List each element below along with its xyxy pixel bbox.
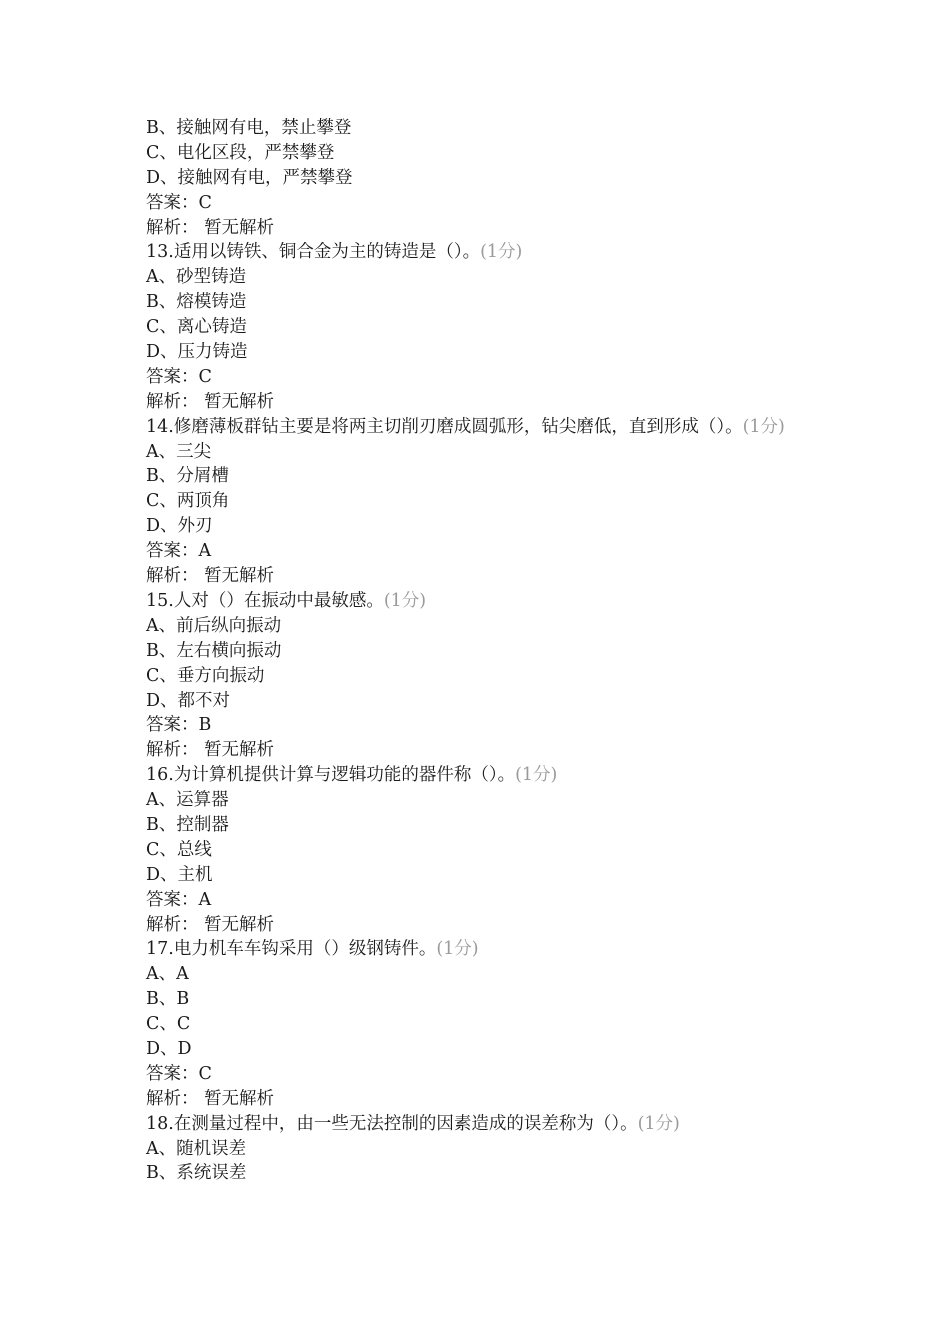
- option-line: [146, 1161, 846, 1186]
- option-text: C、两顶角: [146, 491, 230, 512]
- analysis-text: 解析： 暂无解析: [146, 914, 275, 935]
- option-line: [146, 689, 846, 714]
- answer-text: 答案：A: [146, 541, 212, 562]
- option-line: [146, 614, 846, 639]
- option-text: B、系统误差: [146, 1163, 247, 1184]
- option-text: B、接触网有电，禁止攀登: [146, 118, 352, 138]
- question-text: 18.在测量过程中，由一些无法控制的因素造成的误差称为（）。: [146, 1113, 638, 1134]
- option-text: C、C: [146, 1014, 191, 1035]
- option-text: D、压力铸造: [146, 342, 248, 363]
- analysis-line: [146, 216, 846, 241]
- option-text: B、B: [146, 989, 190, 1010]
- score-label: (1分): [637, 1113, 680, 1134]
- option-line: [146, 664, 846, 689]
- analysis-text: 解析： 暂无解析: [146, 740, 275, 761]
- question-text: 14.修磨薄板群钻主要是将两主切削刃磨成圆弧形，钻尖磨低，直到形成（）。: [146, 416, 743, 437]
- answer-line: [146, 539, 846, 564]
- question-line: [146, 1112, 846, 1137]
- option-line: [146, 838, 846, 863]
- question-text: 13.适用以铸铁、铜合金为主的铸造是（）。: [146, 242, 481, 263]
- option-text: A、随机误差: [146, 1138, 247, 1159]
- option-text: A、砂型铸造: [146, 267, 247, 288]
- option-line: [146, 1012, 846, 1037]
- option-line: [146, 514, 846, 539]
- answer-line: [146, 713, 846, 738]
- option-line: [146, 440, 846, 465]
- answer-line: [146, 1062, 846, 1087]
- option-line: [146, 1137, 846, 1162]
- option-text: D、D: [146, 1038, 192, 1059]
- option-text: B、分屑槽: [146, 466, 229, 487]
- option-text: A、三尖: [146, 441, 212, 462]
- question-line: [146, 415, 846, 440]
- answer-text: 答案：B: [146, 715, 212, 736]
- question-text: 16.为计算机提供计算与逻辑功能的器件称（）。: [146, 765, 516, 786]
- option-text: A、前后纵向振动: [146, 615, 282, 636]
- answer-line: [146, 888, 846, 913]
- answer-text: 答案：C: [146, 1063, 212, 1084]
- analysis-line: [146, 390, 846, 415]
- analysis-text: 解析： 暂无解析: [146, 391, 275, 412]
- option-text: D、都不对: [146, 690, 231, 711]
- option-line: [146, 788, 846, 813]
- option-line: [146, 1037, 846, 1062]
- option-line: [146, 863, 846, 888]
- option-line: [146, 987, 846, 1012]
- option-text: B、控制器: [146, 814, 229, 835]
- option-line: [146, 489, 846, 514]
- score-label: (1分): [480, 242, 523, 263]
- option-line: [146, 340, 846, 365]
- question-text: 15.人对（）在振动中最敏感。: [146, 590, 384, 611]
- analysis-text: 解析： 暂无解析: [146, 217, 275, 238]
- option-text: D、外刃: [146, 516, 213, 537]
- option-line: [146, 315, 846, 340]
- question-line: [146, 589, 846, 614]
- answer-text: 答案：C: [146, 192, 212, 213]
- option-text: A、运算器: [146, 790, 229, 811]
- analysis-text: 解析： 暂无解析: [146, 1088, 275, 1109]
- score-label: (1分): [742, 416, 785, 437]
- answer-line: [146, 191, 846, 216]
- analysis-text: 解析： 暂无解析: [146, 566, 275, 587]
- option-text: B、熔模铸造: [146, 292, 247, 313]
- option-line: [146, 265, 846, 290]
- option-text: C、垂方向振动: [146, 665, 265, 686]
- analysis-line: [146, 1087, 846, 1112]
- analysis-line: [146, 738, 846, 763]
- option-line: [146, 141, 846, 166]
- option-line: [146, 290, 846, 315]
- score-label: (1分): [436, 939, 479, 960]
- option-text: A、A: [146, 964, 189, 985]
- document-body: [146, 116, 846, 1186]
- option-line: [146, 116, 846, 141]
- option-line: [146, 962, 846, 987]
- question-line: [146, 763, 846, 788]
- analysis-line: [146, 564, 846, 589]
- score-label: (1分): [383, 590, 427, 611]
- answer-text: 答案：C: [146, 366, 212, 387]
- option-line: [146, 813, 846, 838]
- option-text: C、总线: [146, 839, 212, 860]
- analysis-line: [146, 913, 846, 938]
- score-label: (1分): [515, 765, 558, 786]
- question-line: [146, 240, 846, 265]
- option-line: [146, 639, 846, 664]
- answer-text: 答案：A: [146, 889, 212, 910]
- option-line: [146, 464, 846, 489]
- option-text: D、接触网有电，严禁攀登: [146, 167, 353, 188]
- option-text: D、主机: [146, 864, 213, 885]
- answer-line: [146, 365, 846, 390]
- option-line: [146, 166, 846, 191]
- question-text: 17.电力机车车钩采用（）级钢铸件。: [146, 939, 437, 960]
- option-text: C、离心铸造: [146, 317, 247, 338]
- question-line: [146, 937, 846, 962]
- option-text: B、左右横向振动: [146, 640, 282, 661]
- option-text: C、电化区段，严禁攀登: [146, 142, 335, 163]
